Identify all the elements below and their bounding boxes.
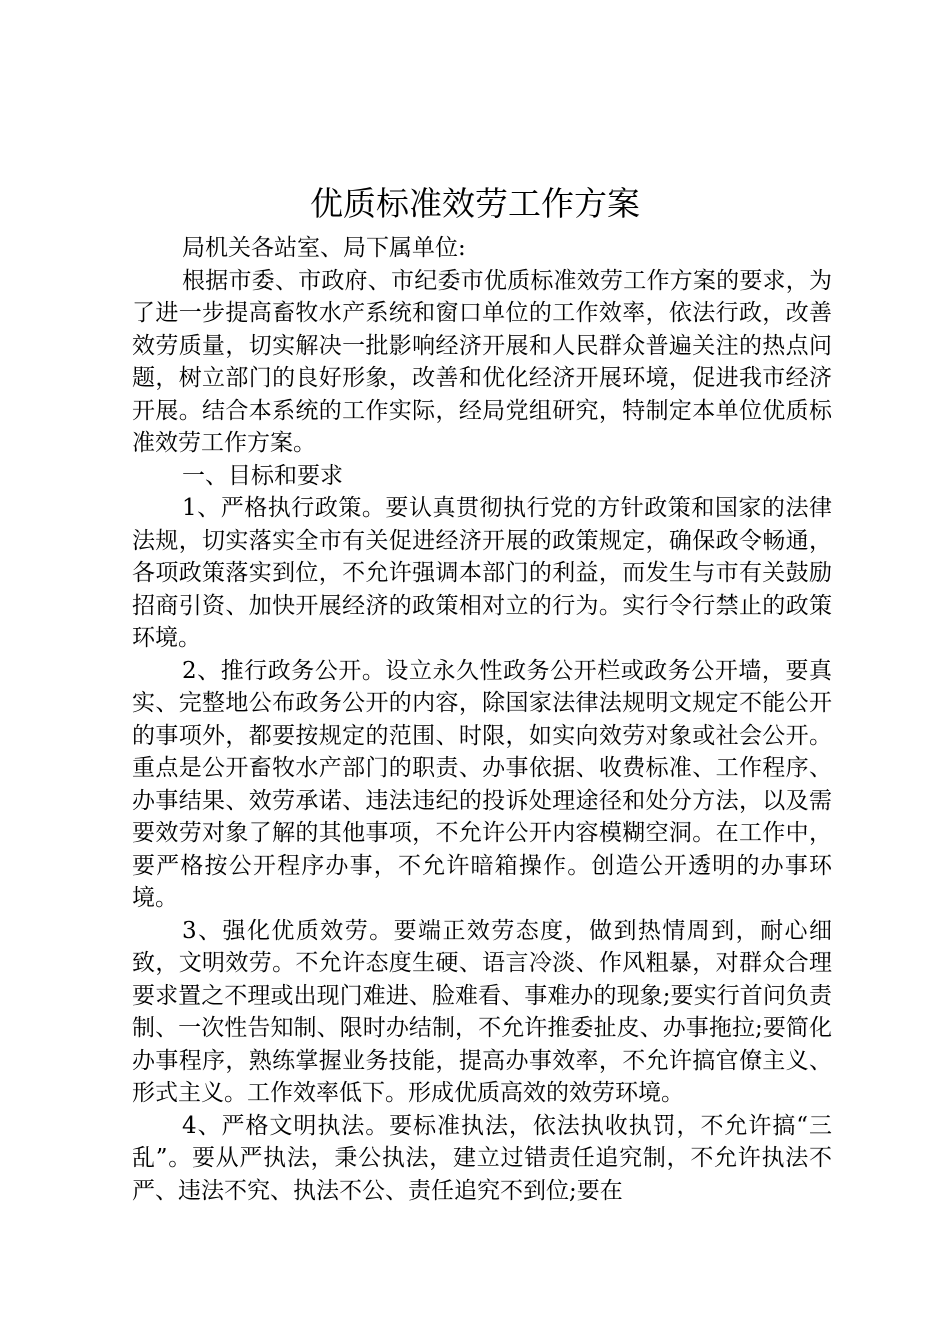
document-title: 优质标准效劳工作方案 [310, 184, 640, 223]
body-paragraph: 1、严格执行政策。要认真贯彻执行党的方针政策和国家的法律法规，切实落实全市有关促进经济开展的政策规定，确保政令畅通，各项政策落实到位，不允许强调本部门的利益，而发生与市有关鼓励招商引资、加快开展经济的政策相对立的行为。实行令行禁止的政策环境。 [132, 495, 832, 651]
salutation-paragraph: 局机关各站室、局下属单位: [182, 235, 466, 261]
body-paragraph: 3、强化优质效劳。要端正效劳态度，做到热情周到，耐心细致，文明效劳。不允许态度生硬、语言冷淡、作风粗暴，对群众合理要求置之不理或出现门难进、脸难看、事难办的现象;要实行首问负责制、一次性告知制、限时办结制，不允许推委扯皮、办事拖拉;要简化办事程序，熟练掌握业务技能，提高办事效率，不允许搞官僚主义、形式主义。工作效率低下。形成优质高效的效劳环境。 [132, 917, 832, 1106]
section-heading: 一、目标和要求 [182, 462, 343, 489]
document-body [132, 232, 832, 1207]
body-paragraph: 4、严格文明执法。要标准执法，依法执收执罚，不允许搞“三乱”。要从严执法，秉公执法，建立过错责任追究制，不允许执法不严、违法不究、执法不公、责任追究不到位;要在 [132, 1112, 832, 1204]
intro-paragraph: 根据市委、市政府、市纪委市优质标准效劳工作方案的要求，为了进一步提高畜牧水产系统和窗口单位的工作效率，依法行政，改善效劳质量，切实解决一批影响经济开展和人民群众普遍关注的热点问题，树立部门的良好形象，改善和优化经济开展环境，促进我市经济开展。结合本系统的工作实际，经局党组研究，特制定本单位优质标准效劳工作方案。 [132, 267, 832, 456]
body-paragraph: 2、推行政务公开。设立永久性政务公开栏或政务公开墙，要真实、完整地公布政务公开的内容，除国家法律法规明文规定不能公开的事项外，都要按规定的范围、时限，如实向效劳对象或社会公开。重点是公开畜牧水产部门的职责、办事依据、收费标准、工作程序、办事结果、效劳承诺、违法违纪的投诉处理途径和处分方法，以及需要效劳对象了解的其他事项，不允许公开内容模糊空洞。在工作中，要严格按公开程序办事，不允许暗箱操作。创造公开透明的办事环境。 [132, 657, 832, 911]
